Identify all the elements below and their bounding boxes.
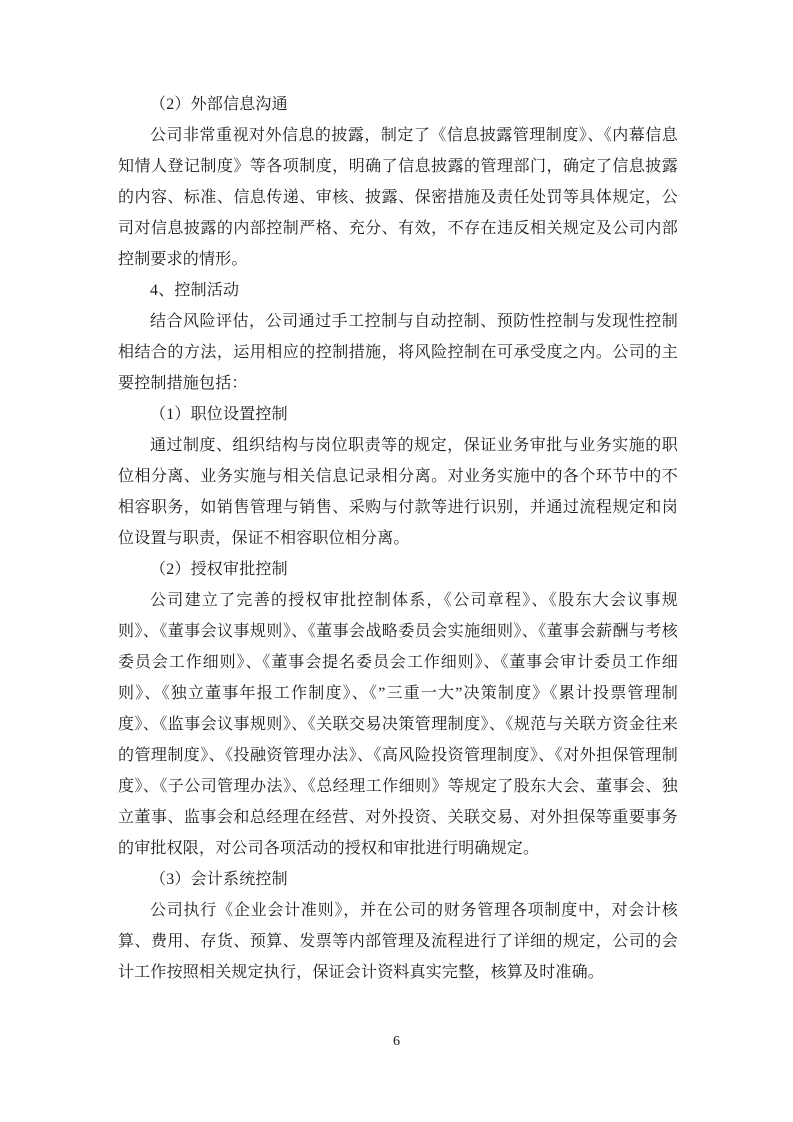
paragraph: 通过制度、组织结构与岗位职责等的规定，保证业务审批与业务实施的职位相分离、业务实施与相关信息记录相分离。对业务实施中的各个环节中的不相容职务，如销售管理与销售、采购与付款等进行识别，并通过流程规定和岗位设置与职责，保证不相容职位相分离。 bbox=[118, 437, 678, 547]
document-body bbox=[118, 89, 678, 988]
section-heading: （2）外部信息沟通 bbox=[150, 96, 288, 113]
page-number: 6 bbox=[393, 1034, 400, 1049]
paragraph: 结合风险评估，公司通过手工控制与自动控制、预防性控制与发现性控制相结合的方法，运用相应的控制措施，将风险控制在可承受度之内。公司的主要控制措施包括： bbox=[118, 313, 678, 392]
paragraph: 公司非常重视对外信息的披露，制定了《信息披露管理制度》、《内幕信息知情人登记制度》等各项制度，明确了信息披露的管理部门，确定了信息披露的内容、标准、信息传递、审核、披露、保密措施及责任处罚等具体规定，公司对信息披露的内部控制严格、充分、有效，不存在违反相关规定及公司内部控制要求的情形。 bbox=[118, 127, 678, 268]
page-footer bbox=[0, 1032, 793, 1052]
section-heading: （1）职位设置控制 bbox=[150, 406, 288, 423]
section-heading: （2）授权审批控制 bbox=[150, 561, 288, 578]
paragraph: 公司建立了完善的授权审批控制体系，《公司章程》、《股东大会议事规则》、《董事会议事规则》、《董事会战略委员会实施细则》、《董事会薪酬与考核委员会工作细则》、《董事会提名委员会工作细则》、《董事会审计委员工作细则》、《独立董事年报工作制度》、《”三重一大”决策制度》《累计投票管理制度》、《监事会议事规则》、《关联交易决策管理制度》、《规范与关联方资金往来的管理制度》、《投融资管理办法》、《高风险投资管理制度》、《对外担保管理制度》、《子公司管理办法》、《总经理工作细则》等规定了股东大会、董事会、独立董事、监事会和总经理在经营、对外投资、关联交易、对外担保等重要事务的审批权限，对公司各项活动的授权和审批进行明确规定。 bbox=[118, 592, 678, 857]
paragraph: 公司执行《企业会计准则》，并在公司的财务管理各项制度中，对会计核算、费用、存货、预算、发票等内部管理及流程进行了详细的规定，公司的会计工作按照相关规定执行，保证会计资料真实完整，核算及时准确。 bbox=[118, 902, 678, 981]
section-heading: 4、控制活动 bbox=[150, 282, 240, 299]
section-heading: （3）会计系统控制 bbox=[150, 871, 288, 888]
